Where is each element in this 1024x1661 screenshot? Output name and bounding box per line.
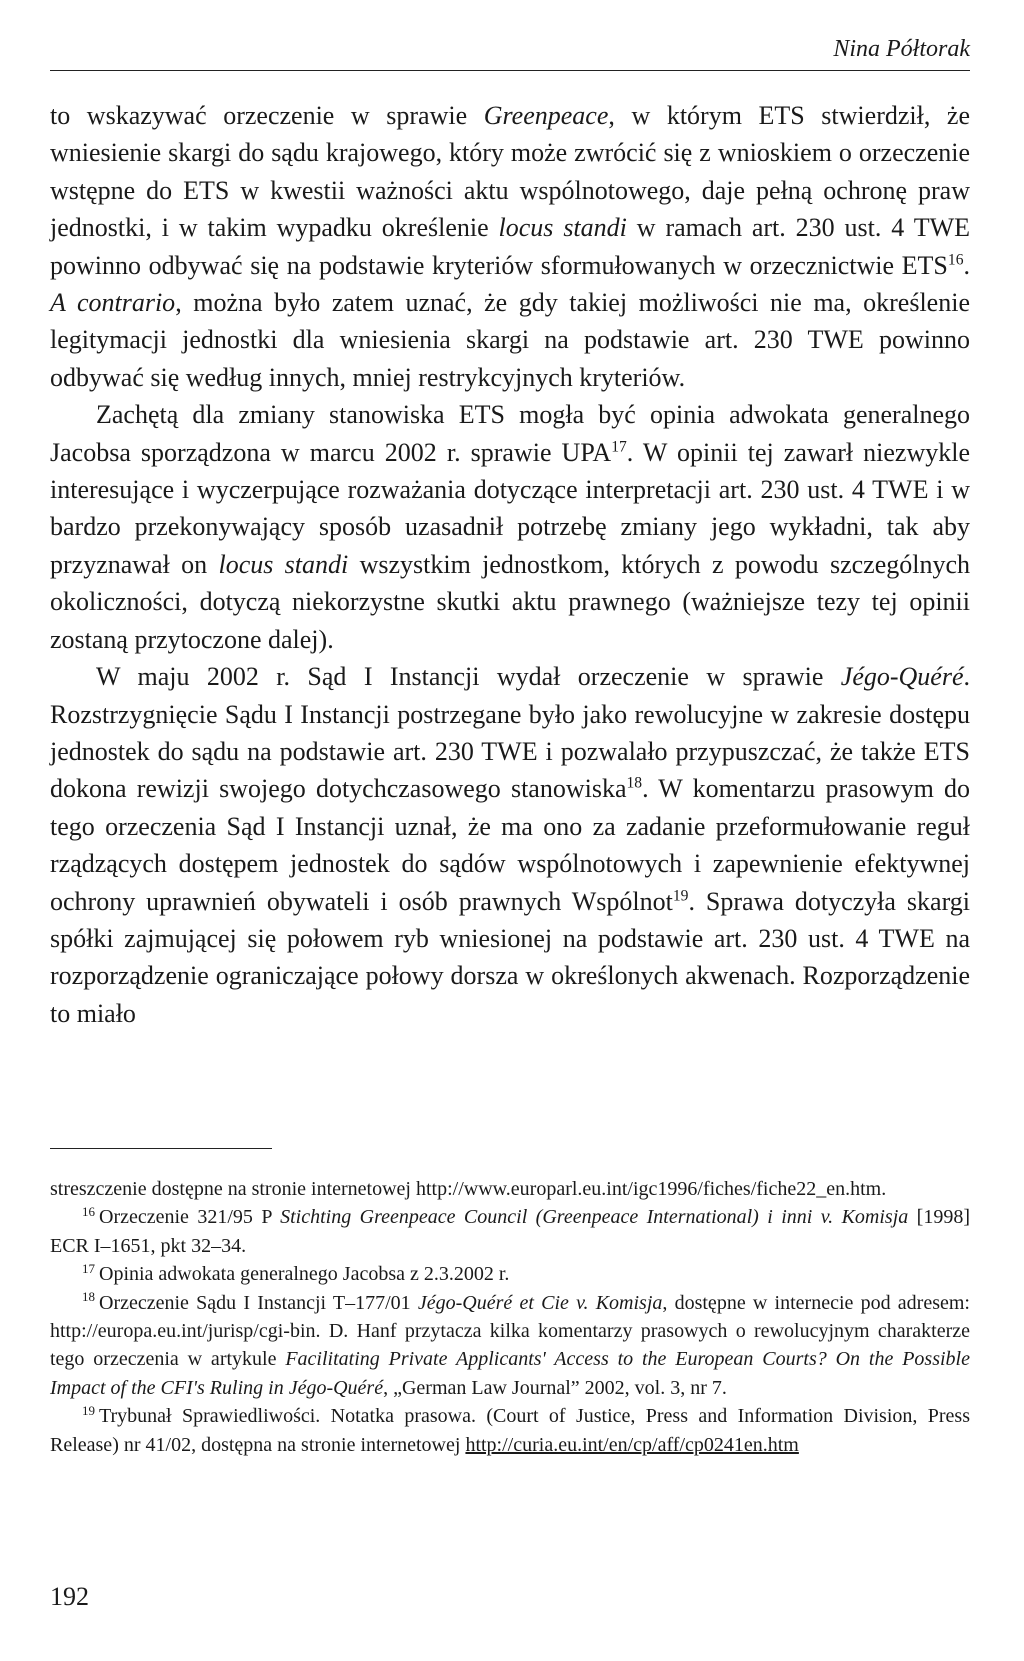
curia-url-link[interactable]: http://curia.eu.int/en/cp/aff/cp0241en.htm [465,1433,799,1456]
case-name-italic: Jégo-Quéré [840,662,964,692]
case-title-italic: Jégo-Quéré et Cie v. Komisja [417,1291,663,1314]
text-run: , można było zatem uznać, że gdy takiej możliwości nie ma, określenie legitymacji jednostki dla wniesienia skargi na podstawie art. 230 TWE powinno odbywać się według innych, mniej restrykcyjnych kryteriów. [50,288,970,392]
footnote-text: Trybunał Sprawiedliwości. Notatka prasowa. (Court of Justice, Press and Information Division, Press Release) nr 41/02, dostępna na stronie internetowej [50,1405,970,1456]
running-head-author: Nina Półtorak [833,36,970,62]
footnote-18 [50,1289,970,1403]
text-run: . W opinii tej zawarł niezwykle interesujące i wyczerpujące rozważania dotyczące interpretacji art. 230 ust. 4 TWE i w bardzo przekonywający sposób uzasadnił potrzebę zmiany jego wykładni, tak aby przyznawał on [50,437,970,579]
text-run: . Sprawa dotyczyła skargi spółki zajmującej się połowem ryb wniesionej na podstawie art. 230 ust. 4 TWE na rozporządzenie ograniczające połowy dorsza w określonych akwenach. Rozporządzenie to miało [50,886,970,1028]
footnotes [50,1175,970,1459]
footnote-number: 18 [82,1288,95,1304]
footnote-ref-16: 16 [947,250,964,268]
latin-term-italic: locus standi [218,549,349,579]
body-paragraph-3 [50,658,970,1032]
footnote-ref-18: 18 [626,774,643,792]
text-run: . [963,250,970,280]
text-run: . W komentarzu prasowym do tego orzeczenia Sąd I Instancji uznał, że ma ono za zadanie przeformułowanie reguł rządzących dostępem jednostek do sądów wspólnotowych i zapewnienie efektywnej ochrony uprawnień obywateli i osób prawnych Wspólnot [50,774,970,916]
footnote-text: Opinia adwokata generalnego Jacobsa z 2.3.2002 r. [99,1263,510,1286]
text-run: w ramach art. 230 ust. 4 TWE powinno odbywać się na podstawie kryteriów sformułowanych w orzecznictwie ETS [50,213,970,280]
text-run: . Rozstrzygnięcie Sądu I Instancji postrzegane było jako rewolucyjne w zakresie dostępu jednostek do sądu na podstawie art. 230 TWE i pozwalało przypuszczać, że także ETS dokona rewizji swojego dotychczasowego stanowiska [50,662,970,804]
text-run: Zachętą dla zmiany stanowiska ETS mogła być opinia adwokata generalnego Jacobsa sporządzona w marcu 2002 r. sprawie UPA [50,400,970,467]
footnote-number: 19 [82,1402,95,1418]
footnote-text: Orzeczenie Sądu I Instancji T–177/01 [99,1291,418,1314]
footnote-continuation [50,1175,970,1203]
latin-term-italic: locus standi [498,213,627,243]
footnote-ref-19: 19 [672,886,689,904]
text-run: W maju 2002 r. Sąd I Instancji wydał orzeczenie w sprawie [96,662,841,692]
text-run: , w którym ETS stwierdził, że wniesienie skargi do sądu krajowego, który może zwrócić się z wnioskiem o orzeczenie wstępne do ETS w kwestii ważności aktu wspólnotowego, daje pełną ochronę praw jednostki, i w takim wypadku określenie [50,101,971,243]
case-name-italic: Greenpeace [483,101,609,130]
latin-term-italic: A contrario [50,288,176,318]
footnote-ref-17: 17 [611,438,627,455]
footnote-text: , dostępne w internecie pod adresem: http://europa.eu.int/jurisp/cgi-bin. D. Hanf przytacza kilka komentarzy prasowych o rewolucyjnym charakterze tego orzeczenia w artykule [50,1291,970,1371]
footnote-17 [50,1260,970,1288]
body-paragraph-2 [50,396,970,658]
case-title-italic: Stichting Greenpeace Council (Greenpeace International) i inni v. Komisja [280,1206,909,1229]
footnote-separator [50,1148,272,1149]
page-number: 192 [50,1582,89,1611]
footnote-16 [50,1203,970,1260]
text-run: to wskazywać orzeczenie w sprawie [50,101,484,130]
footnote-text: [1998] ECR I–1651, pkt 32–34. [50,1206,971,1257]
text-run: wszystkim jednostkom, których z powodu szczególnych okoliczności, dotyczą niekorzystne skutki aktu prawnego (ważniejsze tezy tej opinii zostaną przytoczone dalej). [50,549,970,654]
main-body-text [50,97,970,1032]
body-paragraph-1 [50,97,970,396]
running-head [50,28,970,71]
footnote-number: 16 [82,1203,95,1219]
footnote-number: 17 [82,1260,95,1276]
footnote-text: Orzeczenie 321/95 P [99,1206,281,1229]
footnote-19 [50,1402,970,1459]
footnote-text: , „German Law Journal” 2002, vol. 3, nr 7. [383,1376,727,1399]
footnote-text: streszczenie dostępne na stronie internetowej http://www.europarl.eu.int/igc1996/fiches/fiche22_en.htm. [50,1178,887,1200]
article-title-italic: Facilitating Private Applicants' Access to the European Courts? On the Possible Impact of the CFI's Ruling in Jégo-Quéré [50,1348,970,1399]
